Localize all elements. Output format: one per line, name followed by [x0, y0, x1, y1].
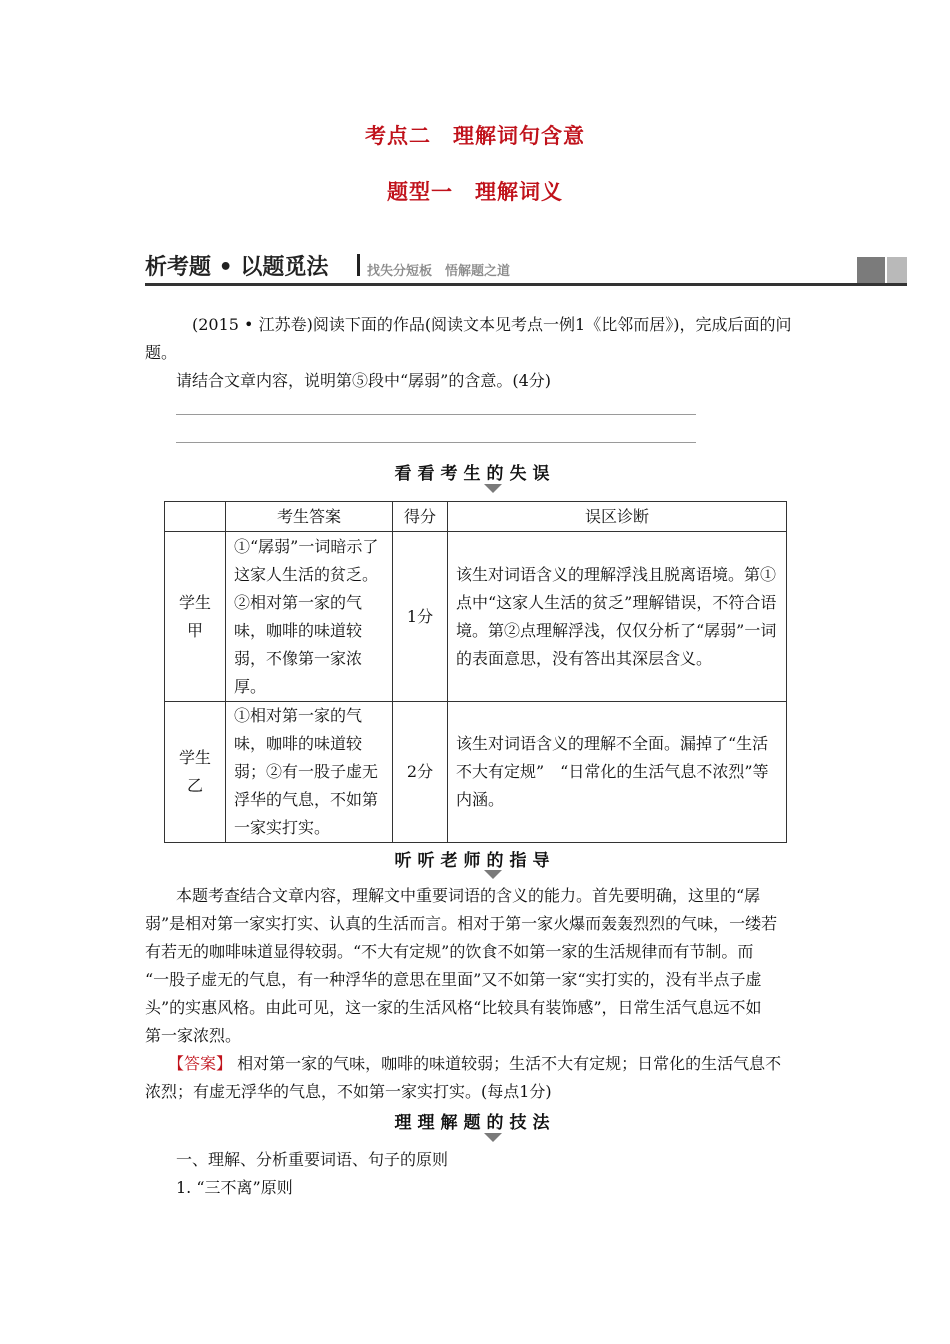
table-header-cell: 误区诊断	[448, 502, 787, 532]
guidance-line: 有若无的咖啡味道显得较弱。“不大有定规”的饮食不如第一家的生活规律而有节制。而	[145, 942, 754, 961]
subhead-arrow-icon	[484, 1133, 502, 1142]
subhead-mistakes: 看看考生的失误	[394, 464, 556, 484]
section-underline	[145, 283, 907, 286]
subhead-methods: 理理解题的技法	[394, 1113, 556, 1133]
subhead-guidance: 听听老师的指导	[394, 851, 556, 871]
question-line-3: 请结合文章内容，说明第⑤段中“孱弱”的含意。(4分)	[176, 371, 552, 390]
subhead-arrow-icon	[484, 484, 502, 493]
section-title: 析考题 • 以题觅法	[145, 255, 329, 280]
student-answer: ①相对第一家的气味，咖啡的味道较弱；②有一股子虚无浮华的气息，不如第一家实打实。	[226, 702, 393, 843]
question-line-1: (2015 • 江苏卷)阅读下面的作品(阅读文本见考点一例1《比邻而居》)，完成后面的问	[192, 315, 792, 334]
section-subtitle: 找失分短板 悟解题之道	[367, 264, 511, 279]
table-header-cell: 考生答案	[226, 502, 393, 532]
guidance-line: 本题考查结合文章内容，理解文中重要词语的含义的能力。首先要明确，这里的“孱	[176, 886, 761, 905]
answer-line-2: 浓烈；有虚无浮华的气息，不如第一家实打实。(每点1分)	[145, 1082, 552, 1101]
table-row	[165, 702, 787, 843]
decor-block-light	[887, 257, 907, 283]
student-score: 2分	[393, 702, 448, 843]
table-header-cell: 得分	[393, 502, 448, 532]
answer-text: 相对第一家的气味，咖啡的味道较弱；生活不大有定规；日常化的生活气息不	[237, 1054, 782, 1073]
answer-blank-line	[176, 414, 696, 415]
table-row	[165, 532, 787, 702]
subhead-arrow-icon	[484, 870, 502, 879]
method-line: 1. “三不离”原则	[176, 1178, 293, 1197]
answer-blank-line	[176, 442, 696, 443]
error-diagnosis: 该生对词语含义的理解不全面。漏掉了“生活不大有定规” “日常化的生活气息不浓烈”等内涵。	[448, 702, 787, 843]
student-name: 学生乙	[165, 702, 226, 843]
section-divider	[357, 254, 360, 276]
guidance-line: 弱”是相对第一家实打实、认真的生活而言。相对于第一家火爆而轰轰烈烈的气味，一缕若	[145, 914, 778, 933]
section-header	[145, 250, 907, 282]
topic-title: 考点二 理解词句含意	[365, 123, 585, 148]
guidance-line: 头”的实惠风格。由此可见，这一家的生活风格“比较具有装饰感”，日常生活气息远不如	[145, 998, 762, 1017]
answer-tag: 【答案】	[168, 1054, 233, 1073]
decor-block-dark	[857, 257, 885, 283]
question-type-title: 题型一 理解词义	[387, 179, 563, 204]
table-header-row	[165, 502, 787, 532]
method-line: 一、理解、分析重要词语、句子的原则	[176, 1150, 449, 1169]
student-name: 学生甲	[165, 532, 226, 702]
table-header-cell	[165, 502, 226, 532]
guidance-line: 第一家浓烈。	[145, 1026, 242, 1045]
question-line-2: 题。	[145, 343, 178, 362]
student-score: 1分	[393, 532, 448, 702]
error-diagnosis: 该生对词语含义的理解浮浅且脱离语境。第①点中“这家人生活的贫乏”理解错误，不符合语境。第②点理解浮浅，仅仅分析了“孱弱”一词的表面意思，没有答出其深层含义。	[448, 532, 787, 702]
answer-line-1	[168, 1050, 781, 1078]
mistakes-table	[164, 501, 787, 843]
guidance-line: “一股子虚无的气息，有一种浮华的意思在里面”又不如第一家“实打实的，没有半点子虚	[145, 970, 762, 989]
student-answer: ①“孱弱”一词暗示了这家人生活的贫乏。②相对第一家的气味，咖啡的味道较弱，不像第一家浓厚。	[226, 532, 393, 702]
